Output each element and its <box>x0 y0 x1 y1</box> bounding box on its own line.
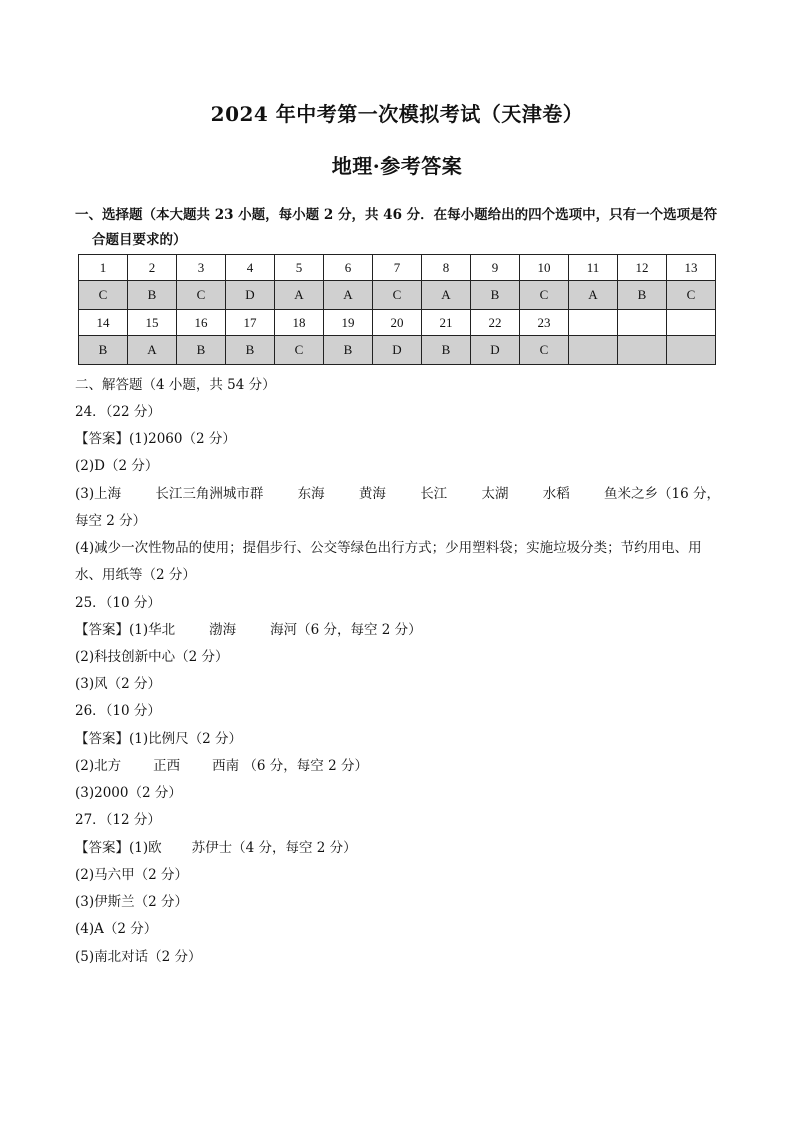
q24-answer-4: (4)减少一次性物品的使用；提倡步行、公交等绿色出行方式；少用塑料袋；实施垃圾分类；节约用电、用 <box>75 540 702 556</box>
question-number-cell <box>667 310 716 336</box>
question-number-cell: 8 <box>422 255 471 281</box>
q24-answer-3 <box>75 482 720 502</box>
question-number-cell: 11 <box>569 255 618 281</box>
q25-a1-item: 渤海 <box>209 622 237 638</box>
q25-a1-item: 【答案】(1)华北 <box>75 622 176 638</box>
q24-number: 24．（22 分） <box>75 404 161 420</box>
answer-cell: C <box>520 336 569 365</box>
answer-cell: A <box>422 281 471 310</box>
answer-cell: B <box>128 281 177 310</box>
answer-cell: A <box>275 281 324 310</box>
answer-cell: D <box>226 281 275 310</box>
q25-a1-item: 海河（6 分，每空 2 分） <box>270 622 422 638</box>
q24-answer-3-cont: 每空 2 分） <box>75 513 147 529</box>
q25-answer-2: (2)科技创新中心（2 分） <box>75 649 229 665</box>
q24-a3-item: 东海 <box>297 486 325 502</box>
answer-cell: B <box>618 281 667 310</box>
question-number-cell: 2 <box>128 255 177 281</box>
q26-a2-item: 正西 <box>153 758 181 774</box>
question-number-cell: 1 <box>79 255 128 281</box>
q26-a2-item: (2)北方 <box>75 758 122 774</box>
q24-answer-1: 【答案】(1)2060（2 分） <box>75 431 236 447</box>
question-number-row <box>79 310 716 336</box>
q27-answer-4: (4)A（2 分） <box>75 921 158 937</box>
q26-answer-2 <box>75 754 368 774</box>
question-number-cell: 10 <box>520 255 569 281</box>
q24-a3-item: 长江 <box>420 486 448 502</box>
q27-a1-item: 苏伊士（4 分，每空 2 分） <box>191 840 357 856</box>
q27-answer-1 <box>75 836 357 856</box>
answer-cell: B <box>324 336 373 365</box>
q24-a3-item: 水稻 <box>542 486 570 502</box>
question-number-cell <box>618 310 667 336</box>
question-number-cell: 18 <box>275 310 324 336</box>
answer-cell: C <box>667 281 716 310</box>
question-number-cell: 9 <box>471 255 520 281</box>
answer-cell: B <box>177 336 226 365</box>
question-number-cell: 7 <box>373 255 422 281</box>
answer-cell: A <box>128 336 177 365</box>
question-number-cell: 3 <box>177 255 226 281</box>
page-subtitle: 地理·参考答案 <box>331 154 463 178</box>
answer-cell: C <box>177 281 226 310</box>
answer-cell: C <box>79 281 128 310</box>
q25-answer-1 <box>75 618 422 638</box>
answer-cell: D <box>471 336 520 365</box>
q26-a2-item: 西南 （6 分，每空 2 分） <box>212 758 368 774</box>
question-number-cell: 17 <box>226 310 275 336</box>
answer-row <box>79 281 716 310</box>
answer-cell: C <box>373 281 422 310</box>
answer-cell <box>569 336 618 365</box>
answer-cell: B <box>471 281 520 310</box>
question-number-cell: 4 <box>226 255 275 281</box>
question-number-cell: 5 <box>275 255 324 281</box>
answer-cell: C <box>520 281 569 310</box>
question-number-cell: 6 <box>324 255 373 281</box>
answer-cell: A <box>324 281 373 310</box>
answer-cell <box>618 336 667 365</box>
question-number-cell <box>569 310 618 336</box>
answer-cell: B <box>79 336 128 365</box>
q24-answer-2: (2)D（2 分） <box>75 458 159 474</box>
question-number-cell: 14 <box>79 310 128 336</box>
section1-heading-cont: 合题目要求的） <box>92 232 187 248</box>
q27-number: 27．（12 分） <box>75 812 161 828</box>
question-number-cell: 16 <box>177 310 226 336</box>
question-number-cell: 23 <box>520 310 569 336</box>
answer-cell: D <box>373 336 422 365</box>
q24-a3-item: 黄海 <box>358 486 386 502</box>
q26-number: 26．（10 分） <box>75 703 161 719</box>
answer-cell: B <box>226 336 275 365</box>
question-number-cell: 13 <box>667 255 716 281</box>
page-title: 2024 年中考第一次模拟考试（天津卷） <box>210 102 584 126</box>
q26-answer-1: 【答案】(1)比例尺（2 分） <box>75 731 243 747</box>
q26-answer-3: (3)2000（2 分） <box>75 785 182 801</box>
q24-a3-item: (3)上海 <box>75 486 122 502</box>
question-number-cell: 20 <box>373 310 422 336</box>
answer-cell <box>667 336 716 365</box>
q27-answer-3: (3)伊斯兰（2 分） <box>75 894 189 910</box>
answer-cell: C <box>275 336 324 365</box>
q25-number: 25．（10 分） <box>75 595 161 611</box>
q24-answer-4-cont: 水、用纸等（2 分） <box>75 567 196 583</box>
section1-heading: 一、选择题（本大题共 23 小题，每小题 2 分，共 46 分．在每小题给出的四个选项中，只有一个选项是符 <box>75 207 718 223</box>
answer-row <box>79 336 716 365</box>
answer-cell: A <box>569 281 618 310</box>
q27-answer-5: (5)南北对话（2 分） <box>75 949 202 965</box>
question-number-row <box>79 255 716 281</box>
question-number-cell: 15 <box>128 310 177 336</box>
question-number-cell: 12 <box>618 255 667 281</box>
q25-answer-3: (3)风（2 分） <box>75 676 162 692</box>
question-number-cell: 22 <box>471 310 520 336</box>
section2-heading: 二、解答题（4 小题，共 54 分） <box>75 377 276 393</box>
answer-cell: B <box>422 336 471 365</box>
answer-table <box>78 254 716 365</box>
question-number-cell: 19 <box>324 310 373 336</box>
q24-a3-item: 鱼米之乡（16 分， <box>603 486 720 502</box>
q27-answer-2: (2)马六甲（2 分） <box>75 867 189 883</box>
q27-a1-item: 【答案】(1)欧 <box>75 840 162 856</box>
q24-a3-item: 长江三角洲城市群 <box>155 486 264 502</box>
q24-a3-item: 太湖 <box>481 486 509 502</box>
question-number-cell: 21 <box>422 310 471 336</box>
